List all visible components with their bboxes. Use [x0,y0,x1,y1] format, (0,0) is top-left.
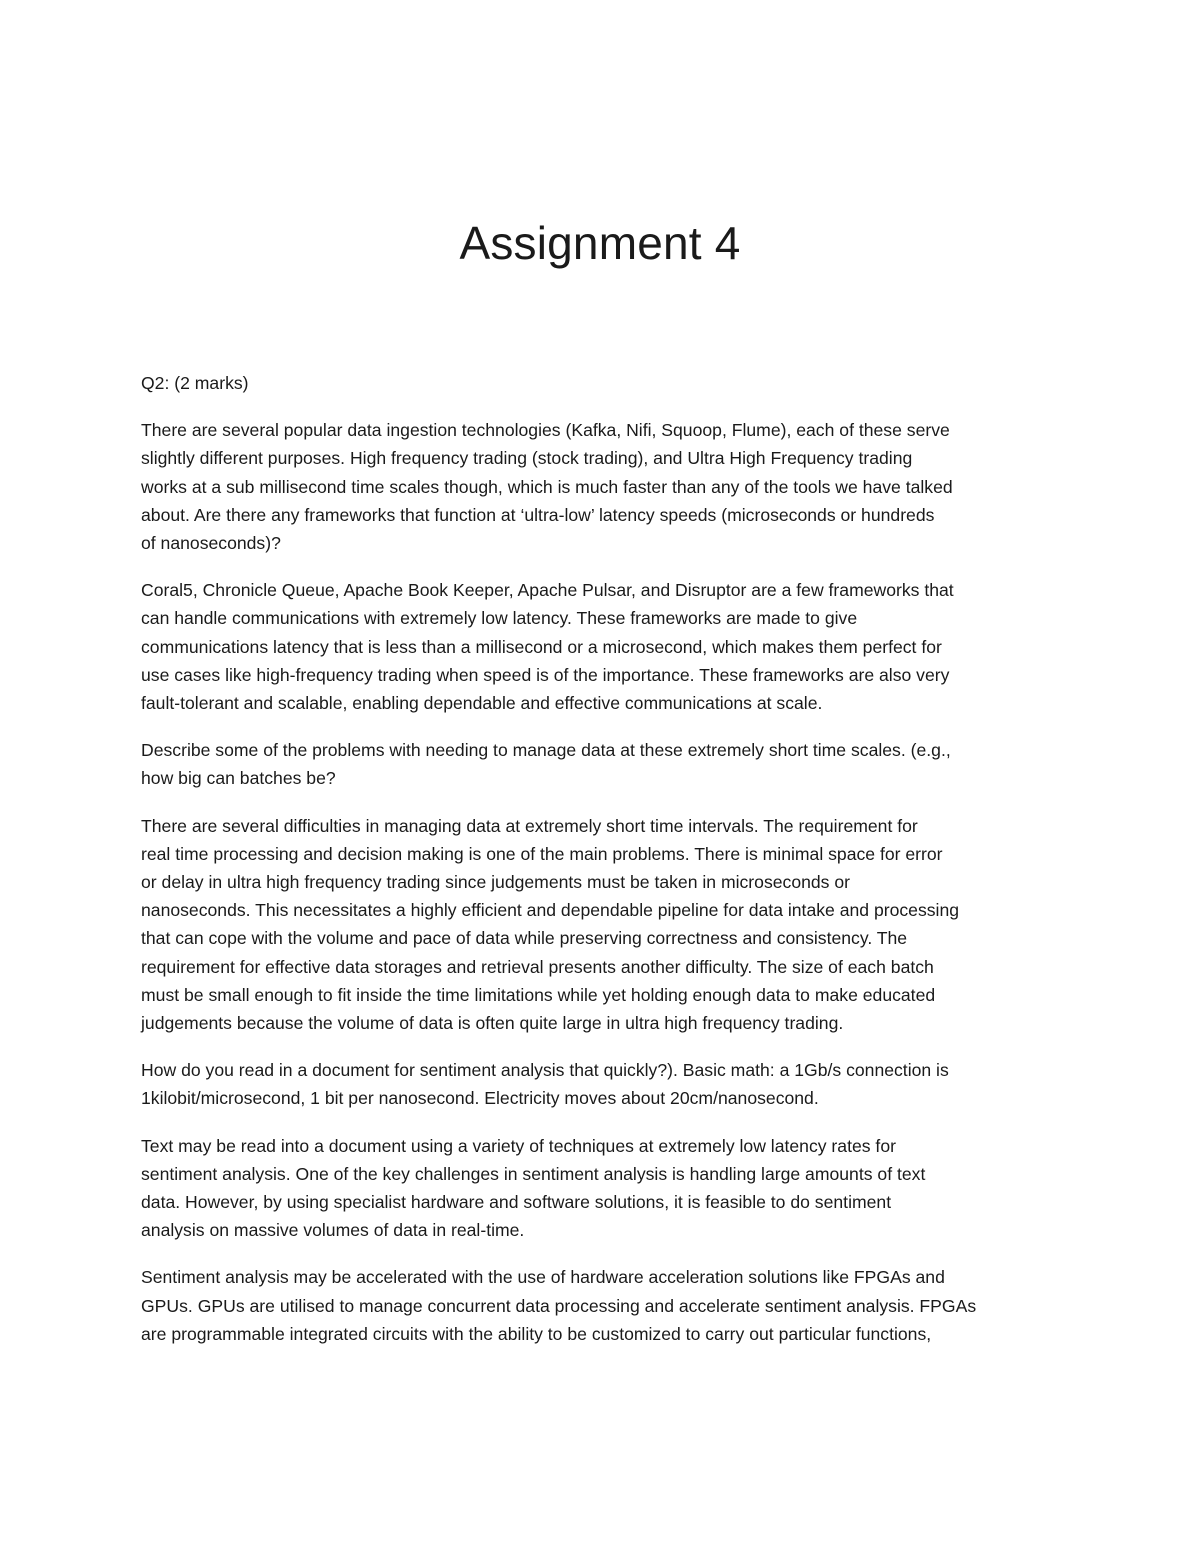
answer-paragraph [141,1263,1063,1348]
text-line: that can cope with the volume and pace of data while preserving correctness and consistency. The [141,928,908,949]
text-line: requirement for effective data storages and retrieval presents another difficulty. The size of each batch [141,956,934,977]
text-line: Sentiment analysis may be accelerated with the use of hardware acceleration solutions like FPGAs and [141,1267,945,1288]
text-line: judgements because the volume of data is often quite large in ultra high frequency trading. [141,1013,844,1034]
text-line: about. Are there any frameworks that function at ‘ultra-low’ latency speeds (microseconds or hundreds [141,504,935,525]
question-paragraph [141,1056,1063,1112]
text-line: How do you read in a document for sentiment analysis that quickly?). Basic math: a 1Gb/s connection is [141,1060,949,1081]
text-line: slightly different purposes. High frequency trading (stock trading), and Ultra High Frequency trading [141,448,913,469]
answer-paragraph [141,576,1063,717]
question-heading [141,369,1063,397]
text-line: sentiment analysis. One of the key challenges in sentiment analysis is handling large amounts of text [141,1163,926,1184]
text-line: There are several popular data ingestion technologies (Kafka, Nifi, Squoop, Flume), each of these serve [141,420,950,441]
text-line: of nanoseconds)? [141,533,281,554]
question-paragraph [141,416,1063,557]
text-line: 1kilobit/microsecond, 1 bit per nanosecond. Electricity moves about 20cm/nanosecond. [141,1088,819,1109]
text-line: analysis on massive volumes of data in real-time. [141,1220,525,1241]
document-title: Assignment 4 [459,217,741,269]
text-line: how big can batches be? [141,768,336,789]
text-line: are programmable integrated circuits with the ability to be customized to carry out particular functions, [141,1323,932,1344]
text-line: use cases like high-frequency trading when speed is of the importance. These frameworks are also very [141,664,950,685]
text-line: Text may be read into a document using a variety of techniques at extremely low latency rates for [141,1135,896,1156]
text-line: nanoseconds. This necessitates a highly efficient and dependable pipeline for data intake and processing [141,900,960,921]
text-line: There are several difficulties in managing data at extremely short time intervals. The requirement for [141,815,918,836]
document-body [141,369,1063,1367]
text-line: real time processing and decision making is one of the main problems. There is minimal space for error [141,843,943,864]
text-line: or delay in ultra high frequency trading since judgements must be taken in microseconds or [141,872,851,893]
text-line: communications latency that is less than a millisecond or a microsecond, which makes them perfect for [141,636,942,657]
text-line: Q2: (2 marks) [141,373,249,393]
answer-paragraph [141,812,1063,1038]
text-line: fault-tolerant and scalable, enabling dependable and effective communications at scale. [141,693,823,714]
text-line: must be small enough to fit inside the time limitations while yet holding enough data to make educated [141,984,936,1005]
text-line: Describe some of the problems with needing to manage data at these extremely short time scales. (e.g., [141,740,951,761]
answer-paragraph [141,1132,1063,1245]
text-line: Coral5, Chronicle Queue, Apache Book Keeper, Apache Pulsar, and Disruptor are a few frameworks that [141,580,954,601]
text-line: can handle communications with extremely low latency. These frameworks are made to give [141,608,858,629]
text-line: GPUs. GPUs are utilised to manage concurrent data processing and accelerate sentiment analysis. FPGAs [141,1295,977,1316]
text-line: works at a sub millisecond time scales though, which is much faster than any of the tools we have talked [141,476,953,497]
text-line: data. However, by using specialist hardware and software solutions, it is feasible to do sentiment [141,1192,892,1213]
question-paragraph [141,736,1063,792]
